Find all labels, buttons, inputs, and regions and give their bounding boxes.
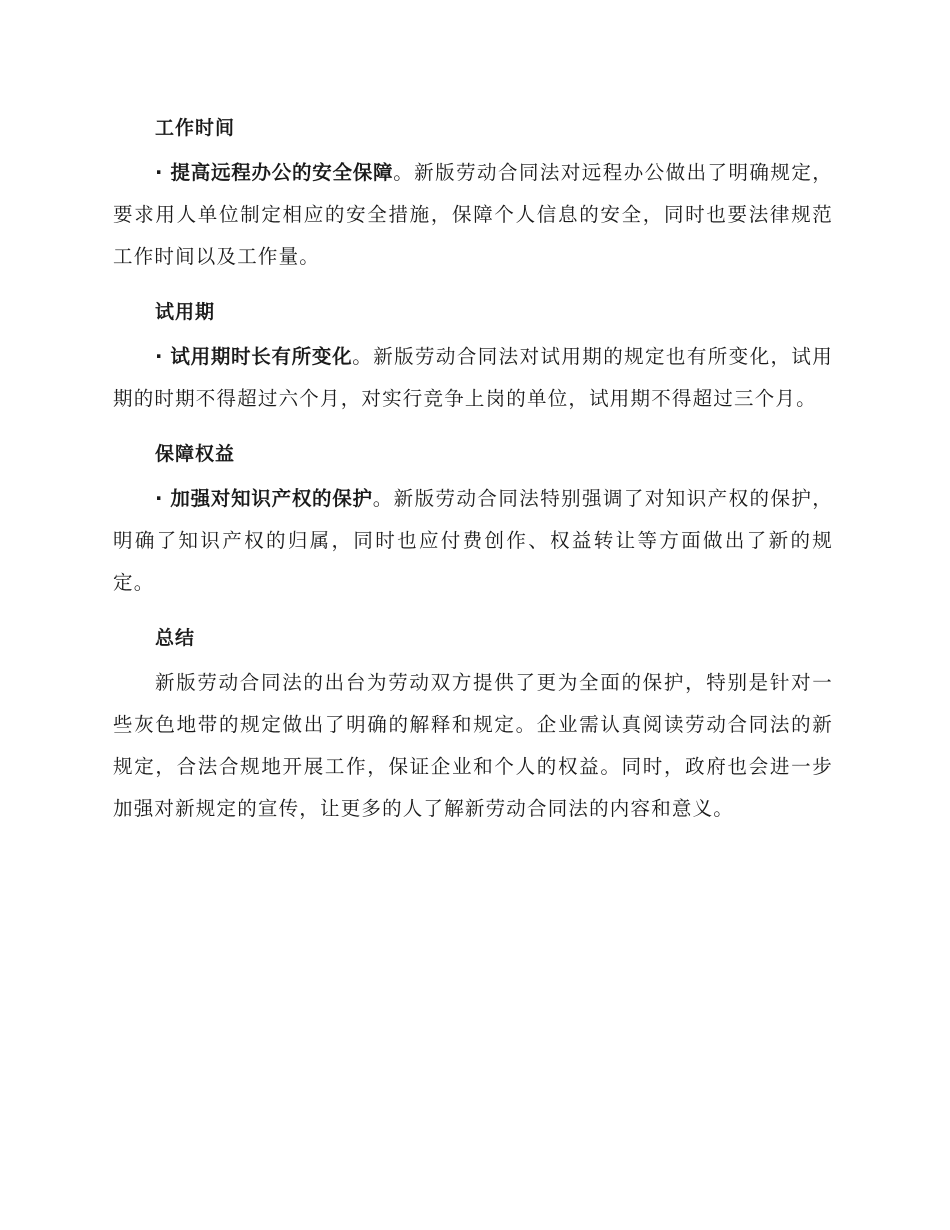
paragraph-lead: · 试用期时长有所变化 [155, 345, 353, 368]
section-paragraph-summary [113, 662, 833, 830]
paragraph-lead: · 提高远程办公的安全保障 [155, 161, 394, 184]
section-heading-probation: 试用期 [155, 301, 216, 323]
section-heading-work-hours: 工作时间 [155, 117, 236, 139]
document-body [113, 108, 833, 844]
paragraph-body: 新版劳动合同法的出台为劳动双方提供了更为全面的保护，特别是针对一些灰色地带的规定做出了明确的解释和规定。企业需认真阅读劳动合同法的新规定，合法合规地开展工作，保证企业和个人的权益。同时，政府也会进一步加强对新规定的宣传，让更多的人了解新劳动合同法的内容和意义。 [113, 671, 833, 820]
section-heading-summary: 总结 [155, 627, 196, 649]
section-heading-rights: 保障权益 [155, 443, 236, 465]
paragraph-body: 。新版劳动合同法对远程办公做出了明确规定，要求用人单位制定相应的安全措施，保障个人信息的安全，同时也要法律规范工作时间以及工作量。 [113, 161, 833, 268]
section-paragraph-rights [113, 478, 833, 604]
paragraph-body: 。新版劳动合同法对试用期的规定也有所变化，试用期的时期不得超过六个月，对实行竞争上岗的单位，试用期不得超过三个月。 [113, 345, 833, 410]
paragraph-body: 。新版劳动合同法特别强调了对知识产权的保护，明确了知识产权的归属，同时也应付费创作、权益转让等方面做出了新的规定。 [113, 487, 834, 594]
paragraph-lead: · 加强对知识产权的保护 [155, 487, 373, 510]
section-paragraph-probation [113, 336, 833, 420]
section-paragraph-work-hours [113, 152, 833, 278]
